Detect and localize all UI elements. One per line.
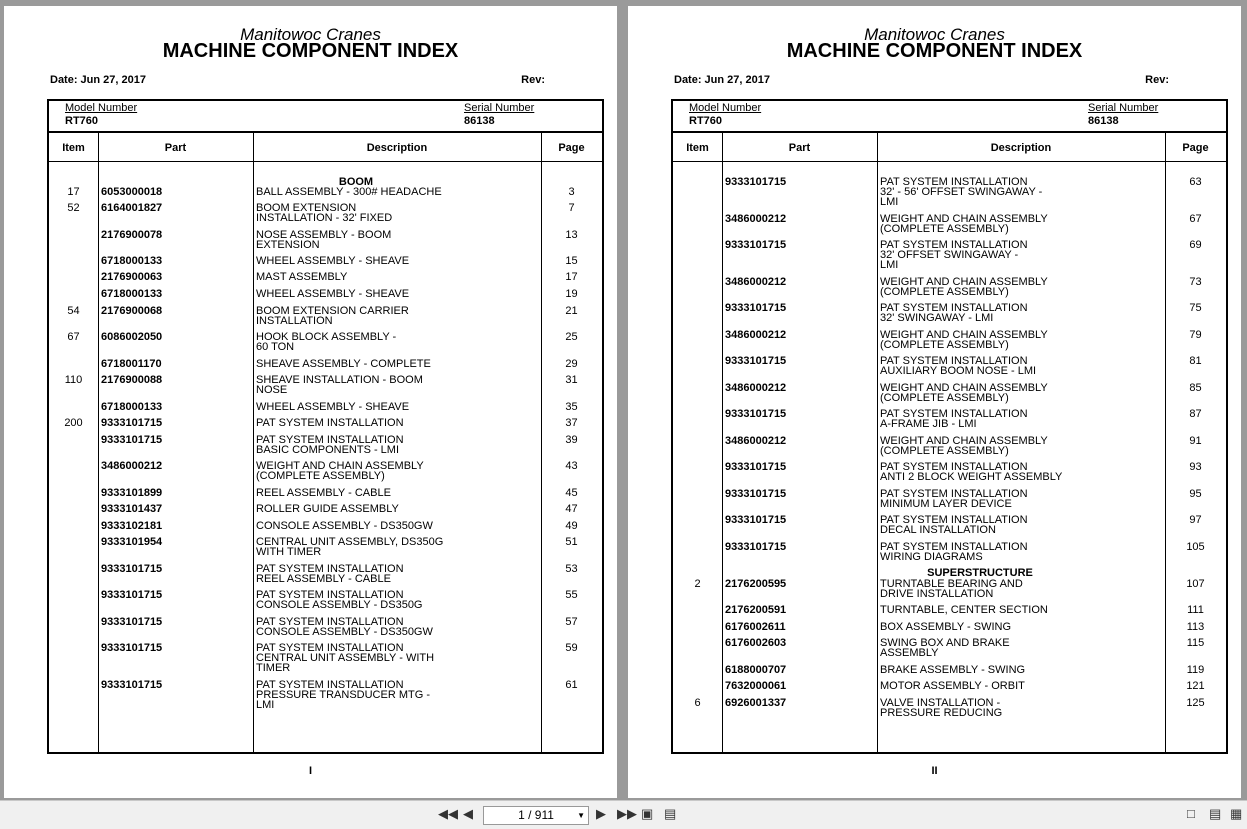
item-cell: 6: [694, 697, 701, 709]
description-cell: [256, 488, 456, 498]
part-number-cell: 6718001170: [101, 358, 162, 370]
page-ref-cell: 19: [565, 288, 578, 300]
description-line: WEIGHT AND CHAIN ASSEMBLY: [880, 382, 1048, 394]
description-line: LMI: [256, 699, 275, 711]
part-number-cell: 6176002611: [725, 621, 786, 633]
description-line: WEIGHT AND CHAIN ASSEMBLY: [256, 460, 424, 472]
page-ref-cell: 93: [1189, 461, 1202, 473]
page-number-input[interactable]: [483, 806, 589, 825]
first-page-icon[interactable]: ◀◀: [438, 806, 458, 821]
model-number-label: Model Number: [689, 102, 762, 114]
prev-page-icon[interactable]: ◀: [463, 806, 473, 821]
page-ref-cell: 75: [1189, 302, 1202, 314]
book-icon[interactable]: ▤: [1209, 806, 1222, 821]
model-row: [49, 101, 602, 133]
company-name: Manitowoc Cranes: [864, 25, 1005, 44]
page-ref-cell: 105: [1186, 541, 1205, 553]
description-line: NOSE: [256, 384, 288, 396]
description-line: TURNTABLE, CENTER SECTION: [880, 604, 1048, 616]
description-line: PAT SYSTEM INSTALLATION: [256, 417, 404, 429]
column-divider: [98, 133, 99, 752]
description-line: TIMER: [256, 662, 291, 674]
description-line: PAT SYSTEM INSTALLATION: [880, 461, 1028, 473]
description-line: PAT SYSTEM INSTALLATION: [880, 408, 1028, 420]
part-number-cell: 3486000212: [725, 435, 787, 447]
description-line: WEIGHT AND CHAIN ASSEMBLY: [880, 276, 1048, 288]
part-number-cell: 6718000133: [101, 255, 163, 267]
description-line: DECAL INSTALLATION: [880, 524, 996, 536]
page-ref-cell: 113: [1186, 621, 1205, 633]
page-ref-cell: 15: [565, 255, 578, 267]
description-cell: [256, 504, 456, 514]
part-number-cell: 3486000212: [725, 213, 787, 225]
page-ref-cell: 29: [565, 358, 578, 370]
description-cell: [256, 375, 456, 395]
description-line: AUXILIARY BOOM NOSE - LMI: [880, 365, 1037, 377]
section-heading: BOOM: [338, 176, 374, 188]
description-line: (COMPLETE ASSEMBLY): [880, 392, 1009, 404]
column-divider: [722, 133, 723, 752]
description-cell: [256, 461, 456, 481]
page-ref-cell: 67: [1189, 213, 1202, 225]
item-cell: 17: [67, 186, 80, 198]
description-line: LMI: [880, 196, 899, 208]
description-line: CONSOLE ASSEMBLY - DS350G: [256, 599, 423, 611]
part-number-cell: 2176900078: [101, 229, 163, 241]
description-cell: [880, 240, 1080, 270]
description-line: (COMPLETE ASSEMBLY): [256, 470, 385, 482]
part-number-cell: 6188000707: [725, 664, 787, 676]
index-table: [671, 99, 1228, 754]
column-header-row: [49, 133, 602, 162]
page-ref-cell: 85: [1189, 382, 1202, 394]
description-line: CONSOLE ASSEMBLY - DS350GW: [256, 520, 433, 532]
description-line: BALL ASSEMBLY - 300# HEADACHE: [256, 186, 442, 198]
part-number-cell: 9333101715: [725, 488, 787, 500]
part-number-cell: 2176200595: [725, 578, 787, 590]
page-ref-cell: 51: [565, 536, 578, 548]
description-line: INSTALLATION - 32' FIXED: [256, 212, 393, 224]
description-cell: [880, 698, 1080, 718]
page-ref-cell: 17: [565, 271, 578, 283]
header-page: Page: [558, 142, 585, 154]
viewer-toolbar: [0, 800, 1247, 829]
document-title: MACHINE COMPONENT INDEX: [162, 40, 459, 62]
description-cell: [256, 359, 456, 369]
part-number-cell: 3486000212: [725, 276, 787, 288]
description-line: REEL ASSEMBLY - CABLE: [256, 487, 391, 499]
page-ref-cell: 53: [565, 563, 578, 575]
description-line: INSTALLATION: [256, 315, 333, 327]
part-number-cell: 9333101715: [101, 434, 163, 446]
page-ref-cell: 81: [1189, 355, 1202, 367]
page-ref-cell: 69: [1189, 239, 1202, 251]
part-number-cell: 9333101715: [725, 541, 787, 553]
item-cell: 110: [64, 374, 83, 386]
description-cell: [256, 272, 456, 282]
part-number-cell: 9333101715: [101, 679, 163, 691]
description-line: BOOM EXTENSION CARRIER: [256, 305, 409, 317]
document-title: MACHINE COMPONENT INDEX: [786, 40, 1083, 62]
description-line: PAT SYSTEM INSTALLATION: [256, 589, 404, 601]
description-line: 60 TON: [256, 341, 295, 353]
index-table: [47, 99, 604, 754]
chevron-down-icon[interactable]: ▼: [577, 811, 585, 820]
part-number-cell: 9333101715: [725, 461, 787, 473]
part-number-cell: 9333101715: [725, 239, 787, 251]
description-line: 32' - 56' OFFSET SWINGAWAY -: [880, 186, 1043, 198]
document-page-1: [4, 6, 617, 798]
part-number-cell: 9333101715: [725, 302, 787, 314]
part-number-cell: 3486000212: [725, 382, 787, 394]
description-cell: [880, 579, 1080, 599]
model-number-value: RT760: [65, 115, 99, 127]
header-item: Item: [62, 142, 85, 154]
item-cell: 200: [64, 417, 83, 429]
description-cell: [256, 418, 456, 428]
description-line: CENTRAL UNIT ASSEMBLY, DS350G: [256, 536, 444, 548]
description-line: PAT SYSTEM INSTALLATION: [880, 541, 1028, 553]
part-number-cell: 9333101715: [725, 514, 787, 526]
page-ref-cell: 3: [568, 186, 575, 198]
page-ref-cell: 13: [565, 229, 578, 241]
description-cell: [256, 643, 456, 673]
part-number-cell: 9333101715: [725, 176, 787, 188]
last-page-icon[interactable]: ▶▶: [617, 806, 637, 821]
item-cell: 2: [694, 578, 701, 590]
header-part: Part: [788, 142, 811, 154]
description-line: WHEEL ASSEMBLY - SHEAVE: [256, 255, 410, 267]
part-number-cell: 9333101715: [725, 408, 787, 420]
date-label: Date: Jun 27, 2017: [674, 74, 770, 86]
description-cell: [256, 617, 456, 637]
description-line: NOSE ASSEMBLY - BOOM: [256, 229, 392, 241]
page-ref-cell: 45: [565, 487, 578, 499]
description-cell: [880, 330, 1080, 350]
page-ref-cell: 25: [565, 331, 578, 343]
page-icon[interactable]: □: [1187, 806, 1195, 821]
item-cell: 67: [67, 331, 80, 343]
page-ref-cell: 61: [565, 679, 578, 691]
description-line: ROLLER GUIDE ASSEMBLY: [256, 503, 399, 515]
description-cell: [256, 564, 456, 584]
part-number-cell: 6164001827: [101, 202, 163, 214]
part-number-cell: 9333101715: [101, 589, 163, 601]
description-cell: [880, 214, 1080, 234]
part-number-cell: 9333101715: [101, 616, 163, 628]
column-divider: [253, 133, 254, 752]
description-cell: [880, 605, 1080, 615]
page-ref-cell: 107: [1186, 578, 1205, 590]
page-number-value: 1 / 911: [518, 808, 554, 822]
header-description: Description: [990, 142, 1052, 154]
header-page: Page: [1182, 142, 1209, 154]
description-line: PAT SYSTEM INSTALLATION: [256, 679, 404, 691]
description-line: BOX ASSEMBLY - SWING: [880, 621, 1012, 633]
part-number-cell: 6086002050: [101, 331, 163, 343]
part-number-cell: 2176900088: [101, 374, 163, 386]
description-line: PAT SYSTEM INSTALLATION: [880, 176, 1028, 188]
description-cell: [880, 177, 1080, 207]
part-number-cell: 2176200591: [725, 604, 787, 616]
description-line: PAT SYSTEM INSTALLATION: [880, 239, 1028, 251]
page-ref-cell: 49: [565, 520, 578, 532]
description-line: SWING BOX AND BRAKE: [880, 637, 1010, 649]
description-cell: [880, 681, 1080, 691]
description-line: CENTRAL UNIT ASSEMBLY - WITH: [256, 652, 435, 664]
page-ref-cell: 119: [1186, 664, 1205, 676]
serial-number-label: Serial Number: [464, 102, 535, 114]
page-ref-cell: 91: [1189, 435, 1202, 447]
description-line: HOOK BLOCK ASSEMBLY -: [256, 331, 397, 343]
serial-number-value: 86138: [464, 115, 495, 127]
description-cell: [880, 489, 1080, 509]
page-ref-cell: 73: [1189, 276, 1202, 288]
description-line: WITH TIMER: [256, 546, 322, 558]
page-footer-number: II: [931, 765, 938, 777]
description-cell: [256, 590, 456, 610]
serial-number-label: Serial Number: [1088, 102, 1159, 114]
part-number-cell: 9333102181: [101, 520, 163, 532]
description-cell: [880, 383, 1080, 403]
part-number-cell: 9333101899: [101, 487, 163, 499]
description-cell: [256, 402, 456, 412]
part-number-cell: 2176900063: [101, 271, 163, 283]
description-cell: [256, 289, 456, 299]
page-ref-cell: 31: [565, 374, 578, 386]
description-line: MAST ASSEMBLY: [256, 271, 348, 283]
model-row: [673, 101, 1226, 133]
description-line: PAT SYSTEM INSTALLATION: [256, 616, 404, 628]
next-page-icon[interactable]: ▶: [596, 806, 606, 821]
description-line: PAT SYSTEM INSTALLATION: [880, 488, 1028, 500]
part-number-cell: 6176002603: [725, 637, 787, 649]
part-number-cell: 2176900068: [101, 305, 163, 317]
header-item: Item: [686, 142, 709, 154]
part-number-cell: 9333101715: [725, 355, 787, 367]
grid-icon[interactable]: ▦: [1230, 806, 1243, 821]
description-cell: [256, 680, 456, 710]
description-line: (COMPLETE ASSEMBLY): [880, 445, 1009, 457]
page-ref-cell: 115: [1186, 637, 1205, 649]
description-cell: [880, 622, 1080, 632]
header-part: Part: [164, 142, 187, 154]
section-heading: SUPERSTRUCTURE: [927, 567, 1033, 579]
item-cell: 52: [67, 202, 80, 214]
description-line: LMI: [880, 259, 899, 271]
description-line: TURNTABLE BEARING AND: [880, 578, 1023, 590]
description-line: A-FRAME JIB - LMI: [880, 418, 977, 430]
item-cell: 54: [67, 305, 80, 317]
description-line: CONSOLE ASSEMBLY - DS350GW: [256, 626, 433, 638]
description-cell: [256, 537, 456, 557]
description-cell: [880, 409, 1080, 429]
page-ref-cell: 57: [565, 616, 578, 628]
rev-label: Rev:: [1145, 74, 1169, 86]
description-cell: [256, 187, 456, 197]
part-number-cell: 9333101715: [101, 642, 163, 654]
part-number-cell: 6718000133: [101, 288, 163, 300]
page-ref-cell: 7: [568, 202, 575, 214]
page-ref-cell: 95: [1189, 488, 1202, 500]
description-line: REEL ASSEMBLY - CABLE: [256, 573, 391, 585]
part-number-cell: 6926001337: [725, 697, 787, 709]
page-ref-cell: 125: [1186, 697, 1205, 709]
part-number-cell: 3486000212: [101, 460, 163, 472]
date-label: Date: Jun 27, 2017: [50, 74, 146, 86]
page-footer-number: I: [308, 765, 313, 777]
description-cell: [256, 332, 456, 352]
part-number-cell: 9333101715: [101, 563, 163, 575]
part-number-cell: 7632000061: [725, 680, 787, 692]
column-divider: [877, 133, 878, 752]
description-line: BASIC COMPONENTS - LMI: [256, 444, 400, 456]
description-cell: [256, 435, 456, 455]
description-cell: [880, 356, 1080, 376]
description-line: SHEAVE INSTALLATION - BOOM: [256, 374, 423, 386]
part-number-cell: 9333101954: [101, 536, 163, 548]
description-line: PAT SYSTEM INSTALLATION: [256, 642, 404, 654]
description-line: MINIMUM LAYER DEVICE: [880, 498, 1012, 510]
description-cell: [880, 542, 1080, 562]
page-ref-cell: 39: [565, 434, 578, 446]
description-line: (COMPLETE ASSEMBLY): [880, 286, 1009, 298]
description-line: BOOM EXTENSION: [256, 202, 357, 214]
description-line: PRESSURE TRANSDUCER MTG -: [256, 689, 430, 701]
description-line: PAT SYSTEM INSTALLATION: [256, 563, 404, 575]
page-ref-cell: 79: [1189, 329, 1202, 341]
description-cell: [256, 256, 456, 266]
page-ref-cell: 35: [565, 401, 578, 413]
description-line: 32' SWINGAWAY - LMI: [880, 312, 994, 324]
page-ref-cell: 37: [565, 417, 578, 429]
description-line: PAT SYSTEM INSTALLATION: [880, 514, 1028, 526]
part-number-cell: 9333101437: [101, 503, 163, 515]
description-line: PAT SYSTEM INSTALLATION: [256, 434, 404, 446]
description-line: WIRING DIAGRAMS: [880, 551, 983, 563]
description-cell: [880, 277, 1080, 297]
description-line: WEIGHT AND CHAIN ASSEMBLY: [880, 213, 1048, 225]
serial-number-value: 86138: [1088, 115, 1119, 127]
description-line: SHEAVE ASSEMBLY - COMPLETE: [256, 358, 431, 370]
description-line: (COMPLETE ASSEMBLY): [880, 223, 1009, 235]
description-line: PAT SYSTEM INSTALLATION: [880, 355, 1028, 367]
description-cell: [880, 436, 1080, 456]
description-line: BRAKE ASSEMBLY - SWING: [880, 664, 1026, 676]
description-line: ANTI 2 BLOCK WEIGHT ASSEMBLY: [880, 471, 1063, 483]
description-line: ASSEMBLY: [880, 647, 939, 659]
description-cell: [256, 230, 456, 250]
description-line: (COMPLETE ASSEMBLY): [880, 339, 1009, 351]
model-number-label: Model Number: [65, 102, 138, 114]
page-ref-cell: 47: [565, 503, 578, 515]
description-line: WHEEL ASSEMBLY - SHEAVE: [256, 288, 410, 300]
description-line: EXTENSION: [256, 239, 320, 251]
description-line: 32' OFFSET SWINGAWAY -: [880, 249, 1019, 261]
description-cell: [880, 638, 1080, 658]
description-cell: [256, 521, 456, 531]
description-line: WEIGHT AND CHAIN ASSEMBLY: [880, 435, 1048, 447]
part-number-cell: 3486000212: [725, 329, 787, 341]
description-cell: [256, 203, 456, 223]
part-number-cell: 6053000018: [101, 186, 163, 198]
page-ref-cell: 97: [1189, 514, 1202, 526]
description-line: MOTOR ASSEMBLY - ORBIT: [880, 680, 1025, 692]
description-cell: [880, 303, 1080, 323]
part-number-cell: 9333101715: [101, 417, 163, 429]
description-line: VALVE INSTALLATION -: [880, 697, 1001, 709]
description-line: DRIVE INSTALLATION: [880, 588, 994, 600]
page-ref-cell: 63: [1189, 176, 1202, 188]
header-description: Description: [366, 142, 428, 154]
description-cell: [880, 515, 1080, 535]
description-line: PRESSURE REDUCING: [880, 707, 1003, 719]
description-cell: [256, 306, 456, 326]
single-page-view-icon[interactable]: ▣: [641, 806, 654, 821]
description-line: PAT SYSTEM INSTALLATION: [880, 302, 1028, 314]
page-ref-cell: 55: [565, 589, 578, 601]
model-number-value: RT760: [689, 115, 723, 127]
page-ref-cell: 87: [1189, 408, 1202, 420]
page-ref-cell: 121: [1186, 680, 1205, 692]
page-ref-cell: 43: [565, 460, 578, 472]
description-line: WHEEL ASSEMBLY - SHEAVE: [256, 401, 410, 413]
description-line: WEIGHT AND CHAIN ASSEMBLY: [880, 329, 1048, 341]
page-ref-cell: 21: [565, 305, 578, 317]
page-ref-cell: 59: [565, 642, 578, 654]
company-name: Manitowoc Cranes: [240, 25, 381, 44]
description-cell: [880, 462, 1080, 482]
two-page-view-icon[interactable]: ▤: [664, 806, 677, 821]
document-page-2: [628, 6, 1241, 798]
description-cell: [880, 665, 1080, 675]
page-ref-cell: 111: [1187, 604, 1204, 616]
part-number-cell: 6718000133: [101, 401, 163, 413]
column-header-row: [673, 133, 1226, 162]
rev-label: Rev:: [521, 74, 545, 86]
